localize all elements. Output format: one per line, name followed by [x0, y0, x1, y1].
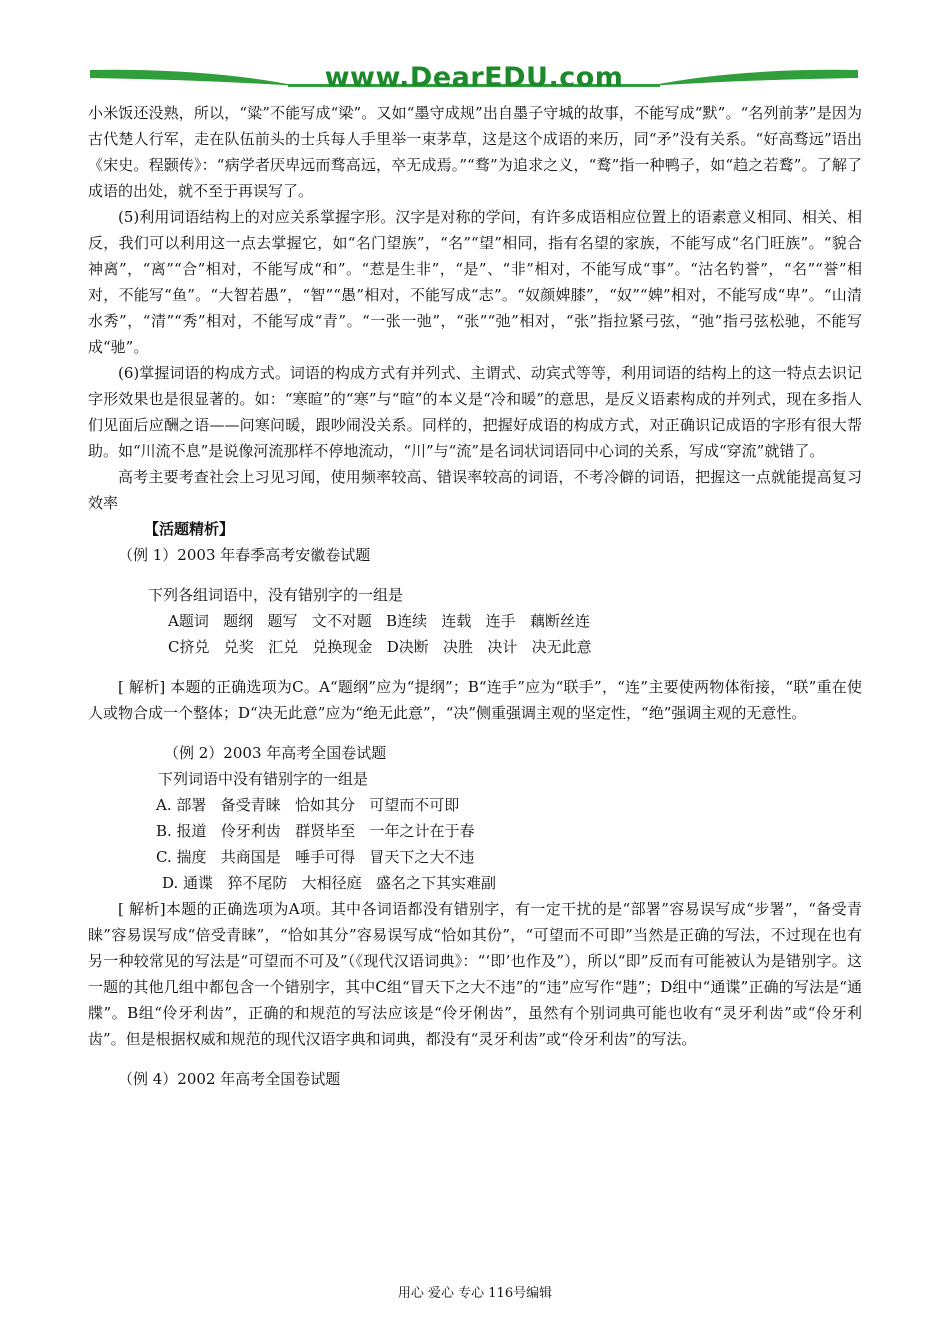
example-1-option-row: A题词 题纲 题写 文不对题 B连续 连载 连手 藕断丝连 [168, 612, 590, 630]
example-1-question: 下列各组词语中，没有错别字的一组是 [148, 586, 404, 604]
example-2-option: D. 通谍 猝不尾防 大相径庭 盛名之下其实难副 [162, 874, 496, 892]
paragraph-1: 小米饭还没熟，所以，“粱”不能写成“梁”。又如“墨守成规”出自墨子守城的故事，不能写成“默”。“名列前茅”是因为古代楚人行军，走在队伍前头的士兵每人手里举一束茅草，这是这个成语的来历，同“矛”没有关系。“好高骛远”语出《宋史。程颢传》：“病学者厌卑远而骛高远，卒无成焉。”“骛”为追求之义，“鹜”指一种鸭子，如“趋之若鹜”。了解了成语的出处，就不至于再误写了。 [88, 104, 862, 200]
example-2-option: B. 报道 伶牙利齿 群贤毕至 一年之计在于春 [156, 822, 475, 840]
example-2-question: 下列词语中没有错别字的一组是 [158, 770, 369, 788]
example-2-option: A. 部署 备受青睐 恰如其分 可望而不可即 [156, 796, 460, 814]
section-heading: 【活题精析】 [144, 520, 235, 538]
paragraph-4: 高考主要考查社会上习见习闻，使用频率较高、错误率较高的词语，不考冷僻的词语，把握这一点就能提高复习效率 [88, 468, 862, 512]
paragraph-2: (5)利用词语结构上的对应关系掌握字形。汉字是对称的学问，有许多成语相应位置上的语素意义相同、相关、相反，我们可以利用这一点去掌握它，如“名门望族”，“名”“望”相同，指有名望的家族，不能写成“名门旺族”。“貌合神离”，“离”“合”相对，不能写成“和”。“惹是生非”，“是”、“非”相对，不能写成“事”。“沽名钓誉”，“名”“誉”相对，不能写“鱼”。“大智若愚”，“智”“愚”相对，不能写成“志”。“奴颜婢膝”，“奴”“婢”相对，不能写成“卑”。“山清水秀”，“清”“秀”相对，不能写成“青”。“一张一弛”，“张”“弛”相对，“张”指拉紧弓弦，“弛”指弓弦松驰，不能写成“驰”。 [88, 208, 862, 356]
page-header [88, 58, 860, 98]
site-logo[interactable]: www.DearEDU.com [324, 62, 624, 93]
example-1-title: （例 1）2003 年春季高考安徽卷试题 [118, 546, 371, 564]
example-2-option: C. 揣度 共商国是 唾手可得 冒天下之大不违 [156, 848, 475, 866]
example-1-option-row: C挤兑 兑奖 汇兑 兑换现金 D决断 决胜 决计 决无此意 [168, 638, 592, 656]
example-1-analysis: [ 解析] 本题的正确选项为C。A“题纲”应为“提纲”；B“连手”应为“联手”，“连”主要使两物体衔接，“联”重在使人或物合成一个整体；D“决无此意”应为“绝无此意”，“决”侧重强调主观的坚定性，“绝”强调主观的无意性。 [88, 678, 862, 722]
example-2-analysis: [ 解析]本题的正确选项为A项。其中各词语都没有错别字，有一定干扰的是“部署”容易误写成“步署”，“备受青睐”容易误写成“倍受青睐”，“恰如其分”容易误写成“恰如其份”，“可望而不可即”当然是正确的写法，不过现在也有另一种较常见的写法是“可望而不可及”（《现代汉语词典》：“‘即’也作及”），所以“即”反而有可能被认为是错别字。这一题的其他几组中都包含一个错别字，其中C组“冒天下之大不违”的“违”应写作“韪”；D组中“通谍”正确的写法是“通牒”。B组“伶牙利齿”，正确的和规范的写法应该是“伶牙俐齿”，虽然有个别词典可能也收有“灵牙利齿”或“伶牙利齿”。但是根据权威和规范的现代汉语字典和词典，都没有“灵牙利齿”或“伶牙利齿”的写法。 [88, 900, 862, 1048]
example-2-title: （例 2）2003 年高考全国卷试题 [164, 744, 387, 762]
example-4-title: （例 4）2002 年高考全国卷试题 [118, 1070, 341, 1088]
page-footer: 用心 爱心 专心 116号编辑 [397, 1286, 553, 1301]
document-body [88, 100, 862, 1092]
paragraph-3: (6)掌握词语的构成方式。词语的构成方式有并列式、主谓式、动宾式等等，利用词语的结构上的这一特点去识记字形效果也是很显著的。如：“寒暄”的“寒”与“暄”的本义是“冷和暖”的意思，是反义语素构成的并列式，现在多指人们见面后应酬之语——问寒问暖，跟吵闹没关系。同样的，把握好成语的构成方式，对正确识记成语的字形有很大帮助。如“川流不息”是说像河流那样不停地流动，“川”与“流”是名词状词语同中心词的关系，写成“穿流”就错了。 [88, 364, 862, 460]
